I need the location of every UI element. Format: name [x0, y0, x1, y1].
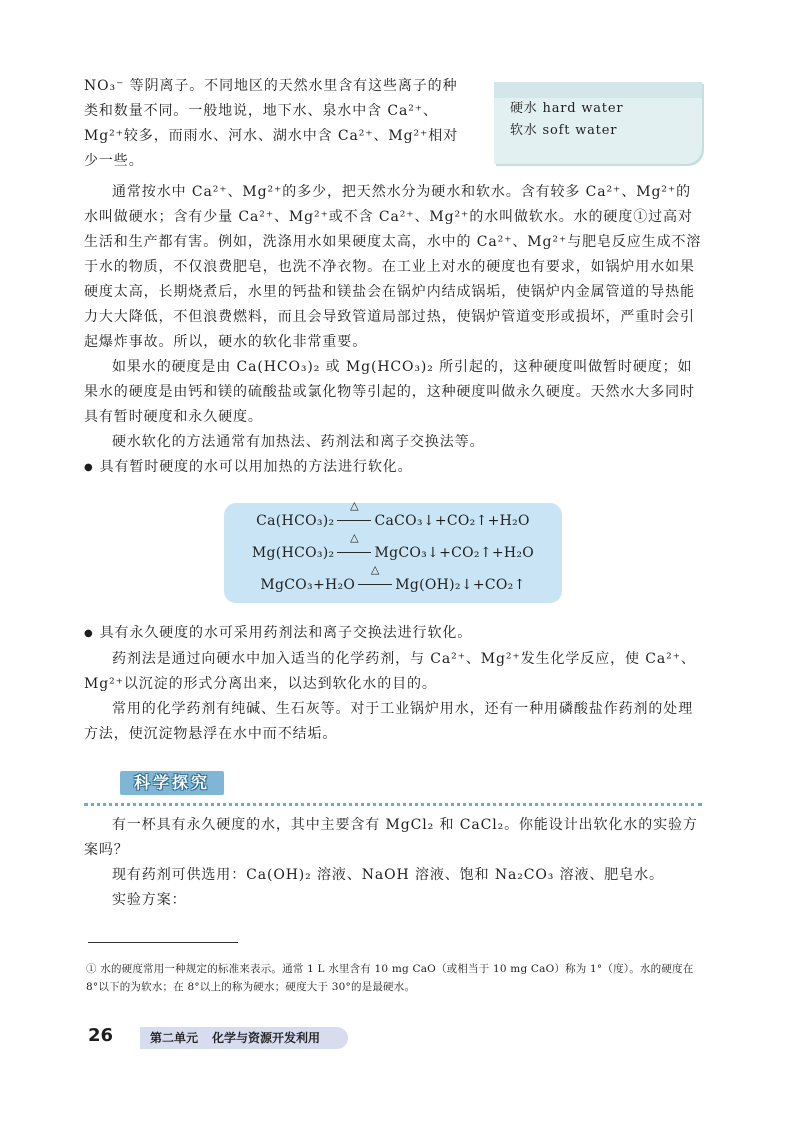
- vocabulary-sidebar: [494, 82, 702, 164]
- footnote-rule: [88, 942, 238, 943]
- heat-condition-arrow: [337, 531, 371, 553]
- page-number: 26: [88, 1025, 114, 1046]
- vocab-hard-water: 硬水 hard water: [510, 101, 624, 116]
- paragraph-softening-methods: 硬水软化的方法通常有加热法、药剂法和离子交换法等。: [112, 434, 485, 450]
- equation-3-products: Mg(OH)₂↓+CO₂↑: [395, 577, 526, 593]
- science-inquiry-header: [120, 771, 224, 795]
- bullet-heating-method: [84, 455, 704, 481]
- intro-line-1: NO₃⁻ 等阴离子。不同地区的天然水里含有这些离子的种: [84, 78, 458, 94]
- equation-2-reactants: Mg(HCO₃)₂: [251, 545, 335, 561]
- bullet-dot-icon: ●: [84, 628, 94, 639]
- equation-3-reactants: MgCO₃+H₂O: [260, 577, 356, 593]
- science-inquiry-content: [84, 813, 704, 913]
- equation-2-products: MgCO₃↓+CO₂↑+H₂O: [374, 545, 535, 561]
- heat-condition-icon: △: [350, 499, 359, 512]
- footer-unit-title: 化学与资源开发利用: [212, 1031, 321, 1045]
- vocabulary-header-strip: [494, 82, 702, 98]
- equation-1-products: CaCO₃↓+CO₂↑+H₂O: [374, 513, 530, 529]
- footer-unit: 第二单元: [150, 1031, 199, 1045]
- paragraph-temporary-permanent: 如果水的硬度是由 Ca(HCO₃)₂ 或 Mg(HCO₃)₂ 所引起的，这种硬度叫做暂时硬度；如果水的硬度是由钙和镁的硫酸盐或氯化物等引起的，这种硬度叫做永久硬度。天然水大多同时具有暂时硬度和永久硬度。: [84, 359, 695, 425]
- main-text-continued: [84, 621, 704, 747]
- inquiry-question: 有一杯具有永久硬度的水，其中主要含有 MgCl₂ 和 CaCl₂。你能设计出软化水的实验方案吗？: [84, 817, 698, 858]
- vocab-soft-water: 软水 soft water: [510, 123, 618, 138]
- intro-line-4: 少一些。: [84, 153, 144, 169]
- equation-3: [224, 563, 562, 598]
- bullet-dot-icon: ●: [84, 462, 94, 473]
- intro-line-2: 类和数量不同。一般地说，地下水、泉水中含 Ca²⁺、: [84, 103, 438, 119]
- bullet-chemical-method: [84, 621, 704, 647]
- heat-condition-icon: △: [370, 563, 380, 576]
- intro-paragraph: [84, 74, 484, 174]
- science-inquiry-title: 科学探究: [133, 773, 210, 792]
- intro-line-3: Mg²⁺较多，而雨水、河水、湖水中含 Ca²⁺、Mg²⁺相对: [84, 128, 459, 144]
- equation-2: [224, 531, 562, 566]
- equation-1: [224, 499, 562, 534]
- heat-condition-arrow: [337, 499, 371, 521]
- inquiry-plan-label: 实验方案：: [112, 892, 187, 908]
- section-divider: [84, 803, 702, 806]
- paragraph-common-reagents: 常用的化学药剂有纯碱、生石灰等。对于工业锅炉用水，还有一种用磷酸盐作药剂的处理方法，使沉淀物悬浮在水中而不结垢。: [84, 701, 694, 742]
- heat-condition-arrow: [358, 563, 392, 585]
- footnote: ① 水的硬度常用一种规定的标准来表示。通常 1 L 水里含有 10 mg CaO（或相当于 10 mg CaO）称为 1°（度）。水的硬度在 8°以下的为软水；在 8°以上的称为硬水；硬度大于 30°的是最硬水。: [86, 963, 694, 993]
- paragraph-hardness-definition: 通常按水中 Ca²⁺、Mg²⁺的多少，把天然水分为硬水和软水。含有较多 Ca²⁺、Mg²⁺的水叫做硬水；含有少量 Ca²⁺、Mg²⁺或不含 Ca²⁺、Mg²⁺的水叫做软水。水的硬度①过高对生活和生产都有害。例如，洗涤用水如果硬度太高，水中的 Ca²⁺、Mg²⁺与肥皂反应生成不溶于水的物质，不仅浪费肥皂，也洗不净衣物。在工业上对水的硬度也有要求，如锅炉用水如果硬度太高，长期烧煮后，水里的钙盐和镁盐会在锅炉内结成锅垢，使锅炉内金属管道的导热能力大大降低，不但浪费燃料，而且会导致管道局部过热，使锅炉管道变形或损坏，严重时会引起爆炸事故。所以，硬水的软化非常重要。: [84, 184, 702, 350]
- footer-chapter-tab: [140, 1027, 348, 1049]
- equation-box: [224, 499, 562, 603]
- main-text: [84, 180, 704, 481]
- bullet-chemical-text: 具有永久硬度的水可采用药剂法和离子交换法进行软化。: [99, 625, 473, 641]
- bullet-heating-text: 具有暂时硬度的水可以用加热的方法进行软化。: [99, 459, 413, 475]
- inquiry-reagents: 现有药剂可供选用：Ca(OH)₂ 溶液、NaOH 溶液、饱和 Na₂CO₃ 溶液、肥皂水。: [112, 867, 664, 883]
- paragraph-reagent-method: 药剂法是通过向硬水中加入适当的化学药剂，与 Ca²⁺、Mg²⁺发生化学反应，使 Ca²⁺、Mg²⁺以沉淀的形式分离出来，以达到软化水的目的。: [84, 651, 696, 692]
- heat-condition-icon: △: [350, 531, 359, 544]
- equation-1-reactants: Ca(HCO₃)₂: [256, 513, 335, 529]
